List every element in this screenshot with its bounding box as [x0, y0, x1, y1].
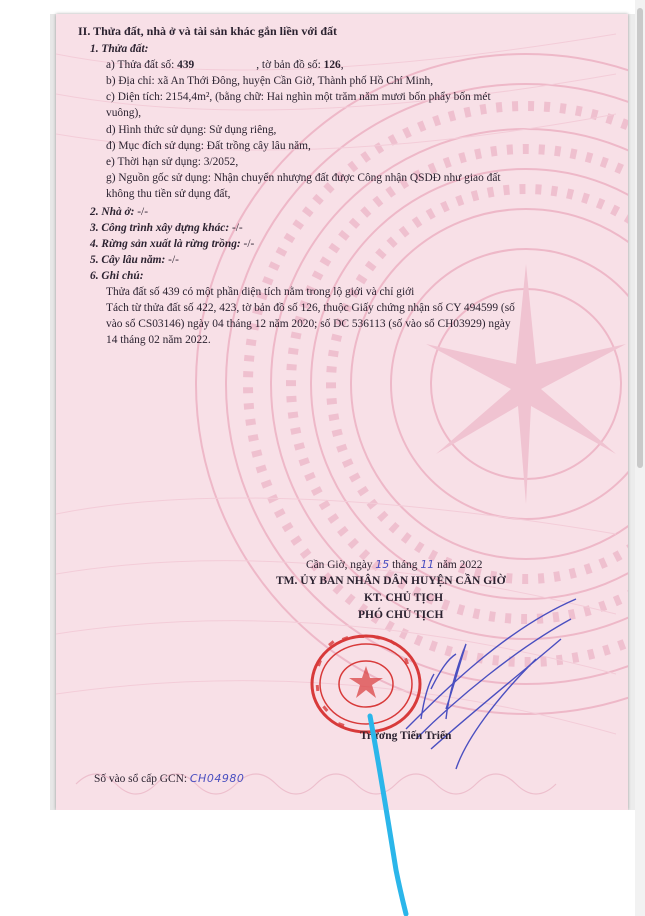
certificate-page	[56, 14, 628, 810]
gcn-label: Số vào sổ cấp GCN:	[94, 773, 190, 785]
land-use-purpose: đ) Mục đích sử dụng: Đất trồng cây lâu năm,	[106, 140, 311, 152]
item-perennial-trees: 5. Cây lâu năm: -/-	[90, 254, 179, 266]
land-parcel-line: a) Thửa đất số: 439 , tờ bản đồ số: 126,	[106, 59, 344, 71]
place-date: Cần Giờ, ngày 15 tháng 11 năm 2022	[306, 558, 483, 571]
note-line2: Tách từ thửa đất số 422, 423, tờ bản đồ số 126, thuộc Giấy chứng nhận số CY 494599 (số	[106, 302, 515, 314]
section-title: II. Thửa đất, nhà ở và tài sản khác gắn liền với đất	[78, 24, 338, 38]
land-address: b) Địa chỉ: xã An Thới Đông, huyện Cần Giờ, Thành phố Hồ Chí Minh,	[106, 75, 434, 87]
vertical-scrollbar[interactable]	[635, 0, 645, 916]
parcel-prefix: a) Thửa đất số:	[106, 59, 178, 71]
gcn-register-line	[94, 771, 244, 787]
viewer-bottom-area	[0, 810, 645, 916]
scrollbar-thumb[interactable]	[637, 8, 643, 468]
day-handwritten: 15	[375, 558, 390, 571]
land-use-term: e) Thời hạn sử dụng: 3/2052,	[106, 156, 239, 168]
land-heading: 1. Thửa đất:	[90, 43, 149, 55]
note-line3: vào sổ CS03146) ngày 04 tháng 12 năm 2020; số DC 536113 (số vào sổ CH03929) ngày	[106, 318, 511, 330]
item-notes-heading: 6. Ghi chú:	[90, 270, 144, 282]
month-handwritten: 11	[420, 558, 435, 571]
map-number: 126	[323, 59, 341, 71]
issuing-organization: TM. ỦY BAN NHÂN DÂN HUYỆN CẦN GIỜ	[276, 575, 506, 587]
land-area-line1: c) Diện tích: 2154,4m², (bằng chữ: Hai nghìn một trăm năm mươi bốn phẩy bốn mét	[106, 91, 491, 103]
signer-role-2: PHÓ CHỦ TỊCH	[358, 609, 444, 621]
land-use-form: d) Hình thức sử dụng: Sử dụng riêng,	[106, 124, 277, 136]
highlighter-stroke-icon	[360, 710, 420, 916]
land-origin-line1: g) Nguồn gốc sử dụng: Nhận chuyển nhượng đất được Công nhận QSDĐ như giao đất	[106, 172, 501, 184]
item-house: 2. Nhà ở: -/-	[90, 206, 149, 218]
viewer-top-bar	[0, 0, 645, 10]
item-other-construction: 3. Công trình xây dựng khác: -/-	[90, 222, 243, 234]
map-prefix: , tờ bản đồ số:	[256, 59, 324, 71]
land-area-line2: vuông),	[106, 107, 142, 119]
parcel-number: 439	[177, 59, 195, 71]
note-line4: 14 tháng 02 năm 2022.	[106, 334, 211, 346]
signer-name: Trương Tiến Triển	[360, 730, 452, 742]
note-line1: Thửa đất số 439 có một phần diện tích nằm trong lộ giới và chỉ giới	[106, 286, 415, 298]
signer-role-1: KT. CHỦ TỊCH	[364, 592, 444, 604]
item-planted-forest: 4. Rừng sản xuất là rừng trồng: -/-	[90, 238, 255, 250]
land-origin-line2: không thu tiền sử dụng đất,	[106, 188, 231, 200]
gcn-handwritten-number: CH04980	[189, 772, 245, 785]
